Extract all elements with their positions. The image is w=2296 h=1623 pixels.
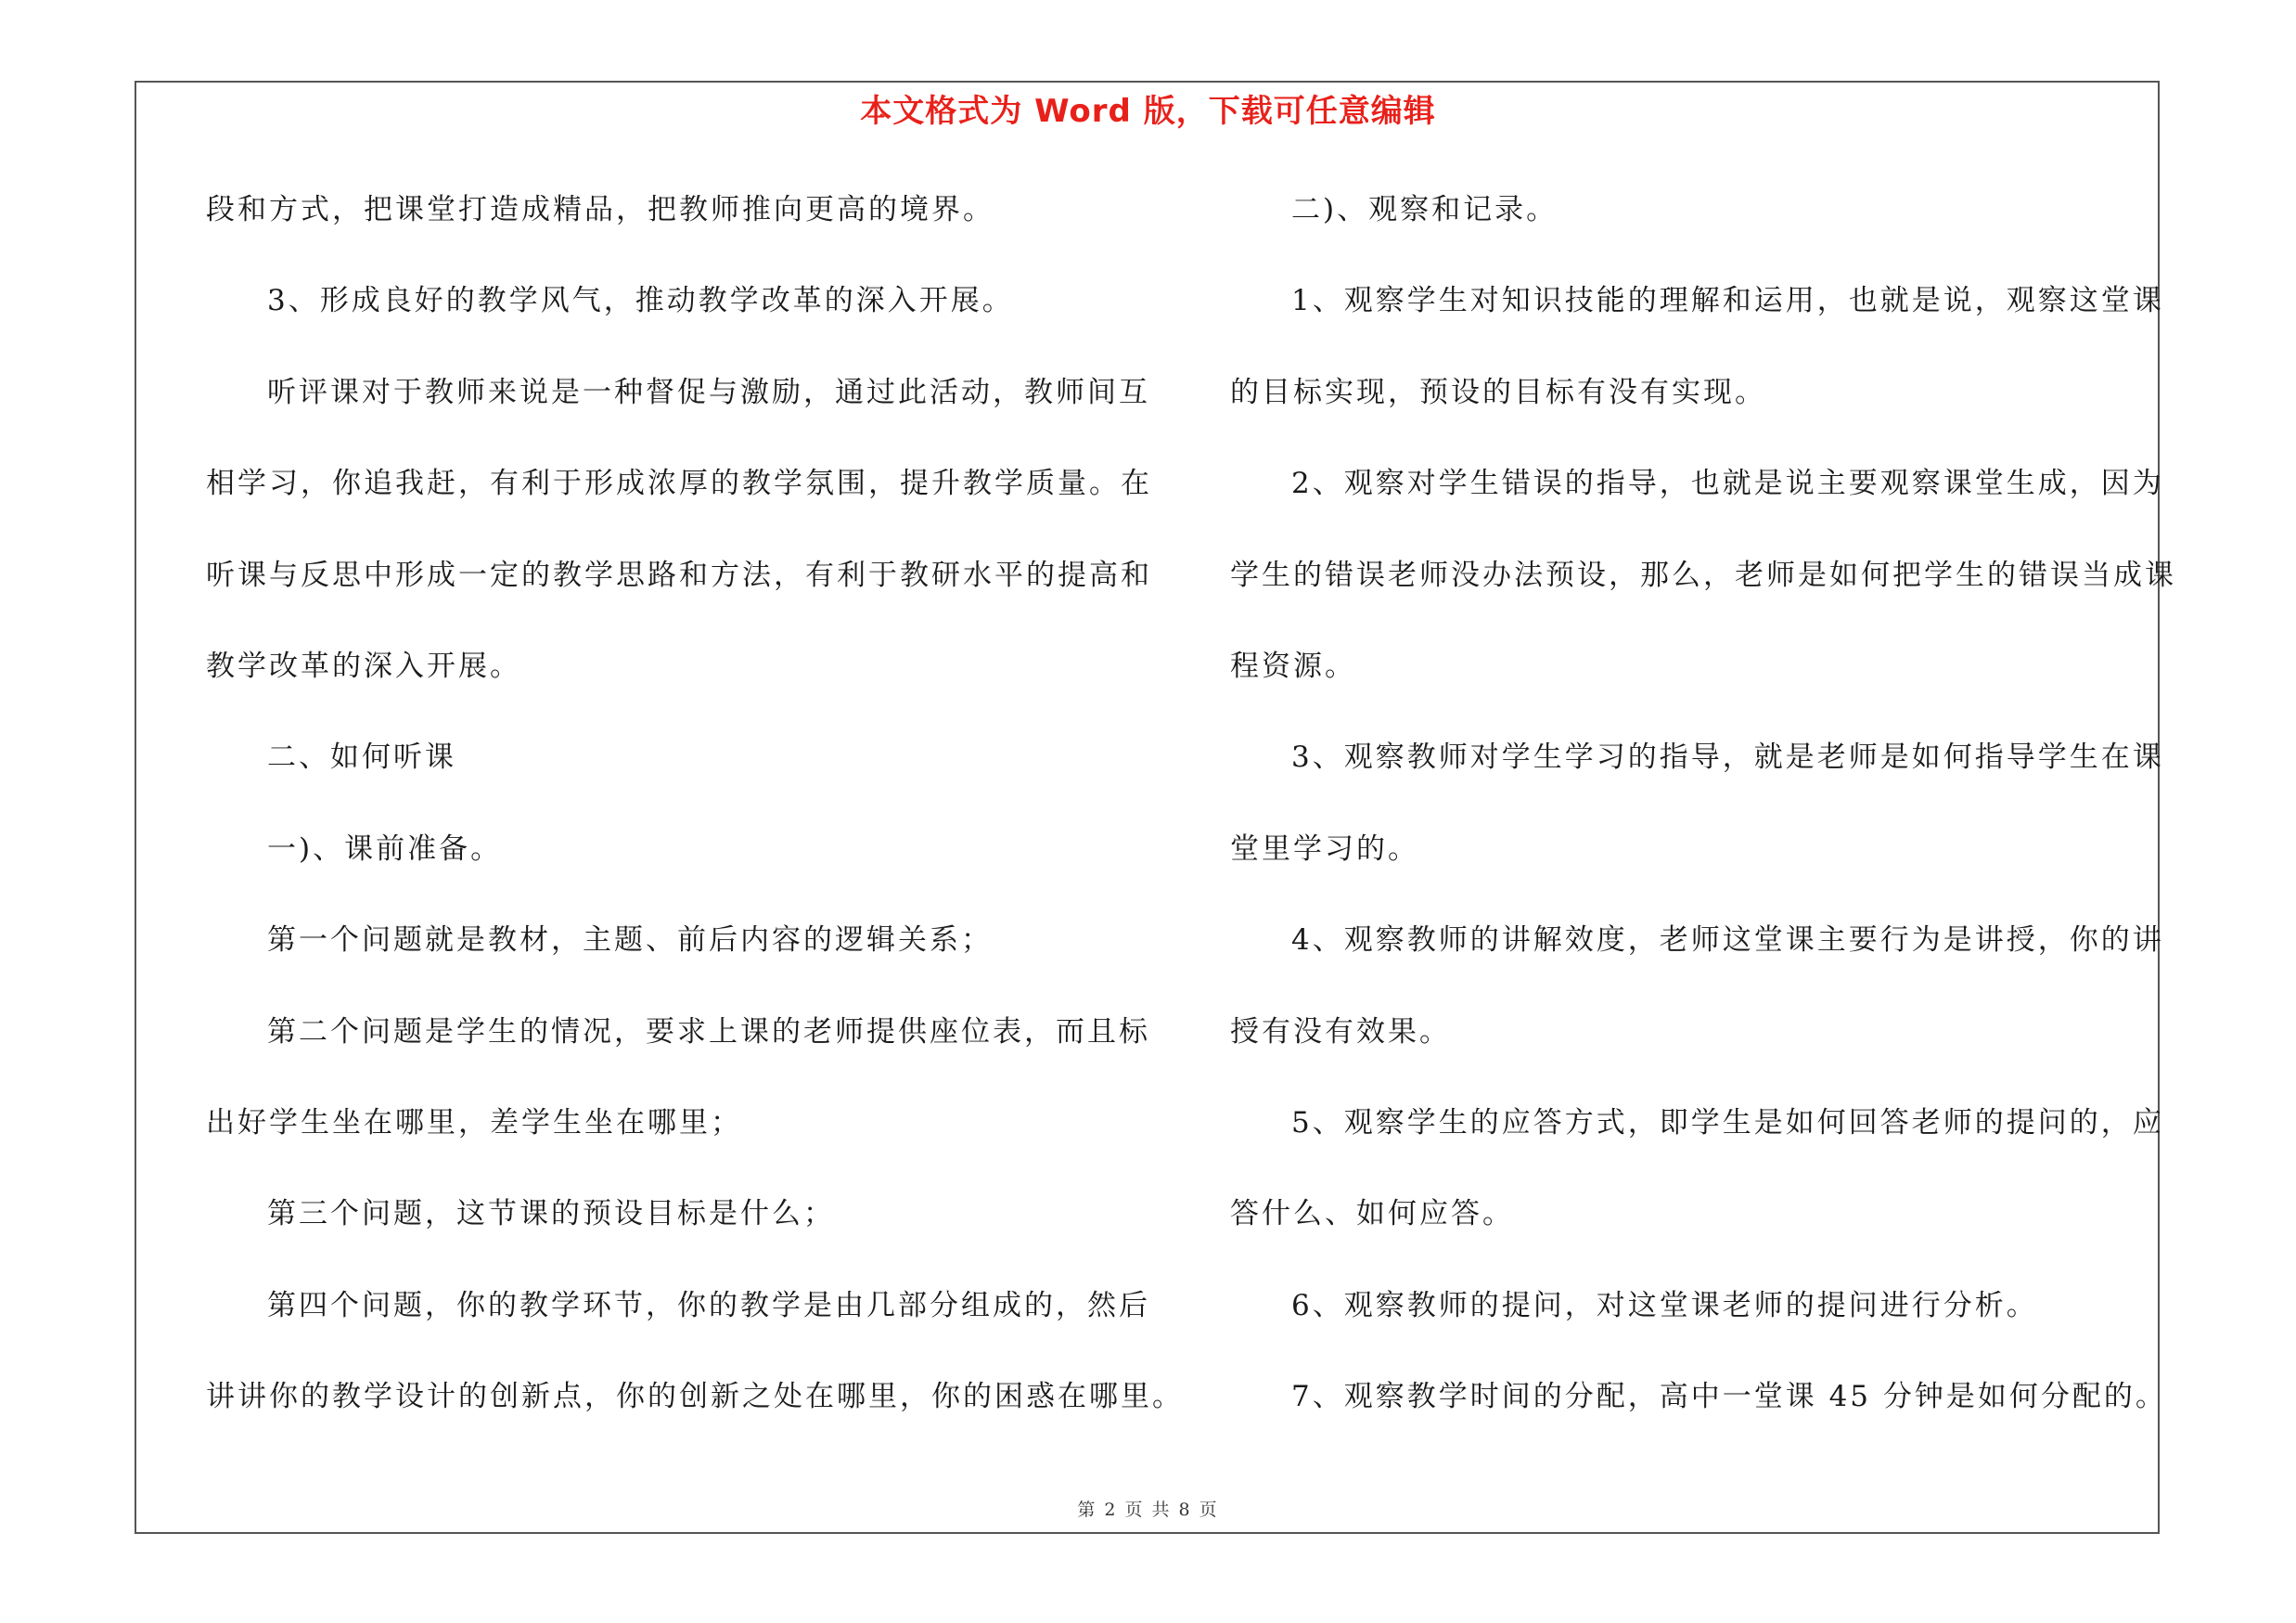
text-line: 第四个问题，你的教学环节，你的教学是由几部分组成的，然后	[267, 1288, 1150, 1322]
text-line: 第一个问题就是教材，主题、前后内容的逻辑关系；	[267, 923, 993, 958]
text-line: 答什么、如何应答。	[1230, 1197, 1514, 1231]
text-line: 教学改革的深入开展。	[206, 649, 521, 683]
text-line: 授有没有效果。	[1230, 1014, 1451, 1049]
subsection-heading: 二)、观察和记录。	[1291, 193, 1558, 226]
text-line: 3、形成良好的教学风气，推动教学改革的深入开展。	[267, 284, 1014, 318]
text-line: 6、观察教师的提问，对这堂课老师的提问进行分析。	[1291, 1288, 2038, 1322]
text-line: 第二个问题是学生的情况，要求上课的老师提供座位表，而且标	[267, 1014, 1150, 1049]
left-column	[206, 182, 1184, 1460]
text-line: 7、观察教学时间的分配，高中一堂课 45 分钟是如何分配的。	[1291, 1380, 2167, 1414]
right-column	[1230, 182, 2176, 1460]
section-heading: 二、如何听课	[267, 741, 456, 775]
text-line: 出好学生坐在哪里，差学生坐在哪里；	[206, 1105, 742, 1140]
text-line: 1、观察学生对知识技能的理解和运用，也就是说，观察这堂课	[1291, 284, 2164, 318]
text-line: 的目标实现，预设的目标有没有实现。	[1230, 375, 1766, 409]
text-line: 3、观察教师对学生学习的指导，就是老师是如何指导学生在课	[1291, 741, 2164, 775]
text-line: 第三个问题，这节课的预设目标是什么；	[267, 1197, 835, 1231]
text-line: 5、观察学生的应答方式，即学生是如何回答老师的提问的，应	[1291, 1105, 2164, 1140]
text-line: 讲讲你的教学设计的创新点，你的创新之处在哪里，你的困惑在哪里。	[206, 1380, 1184, 1414]
text-line: 2、观察对学生错误的指导，也就是说主要观察课堂生成，因为	[1291, 467, 2164, 501]
subsection-heading: 一)、课前准备。	[267, 831, 503, 866]
page-number: 第 2 页 共 8 页	[1077, 1500, 1219, 1520]
text-line: 4、观察教师的讲解效度，老师这堂课主要行为是讲授，你的讲	[1291, 923, 2164, 958]
text-line: 段和方式，把课堂打造成精品，把教师推向更高的境界。	[206, 193, 994, 226]
text-line: 听课与反思中形成一定的教学思路和方法，有利于教研水平的提高和	[206, 558, 1152, 592]
text-line: 相学习，你追我赶，有利于形成浓厚的教学氛围，提升教学质量。在	[206, 467, 1152, 501]
text-line: 学生的错误老师没办法预设，那么，老师是如何把学生的错误当成课	[1230, 558, 2176, 592]
text-line: 听评课对于教师来说是一种督促与激励，通过此活动，教师间互	[267, 375, 1150, 409]
text-line: 程资源。	[1230, 649, 1356, 683]
format-banner: 本文格式为 Word 版，下载可任意编辑	[860, 93, 1436, 130]
text-line: 堂里学习的。	[1230, 831, 1419, 866]
